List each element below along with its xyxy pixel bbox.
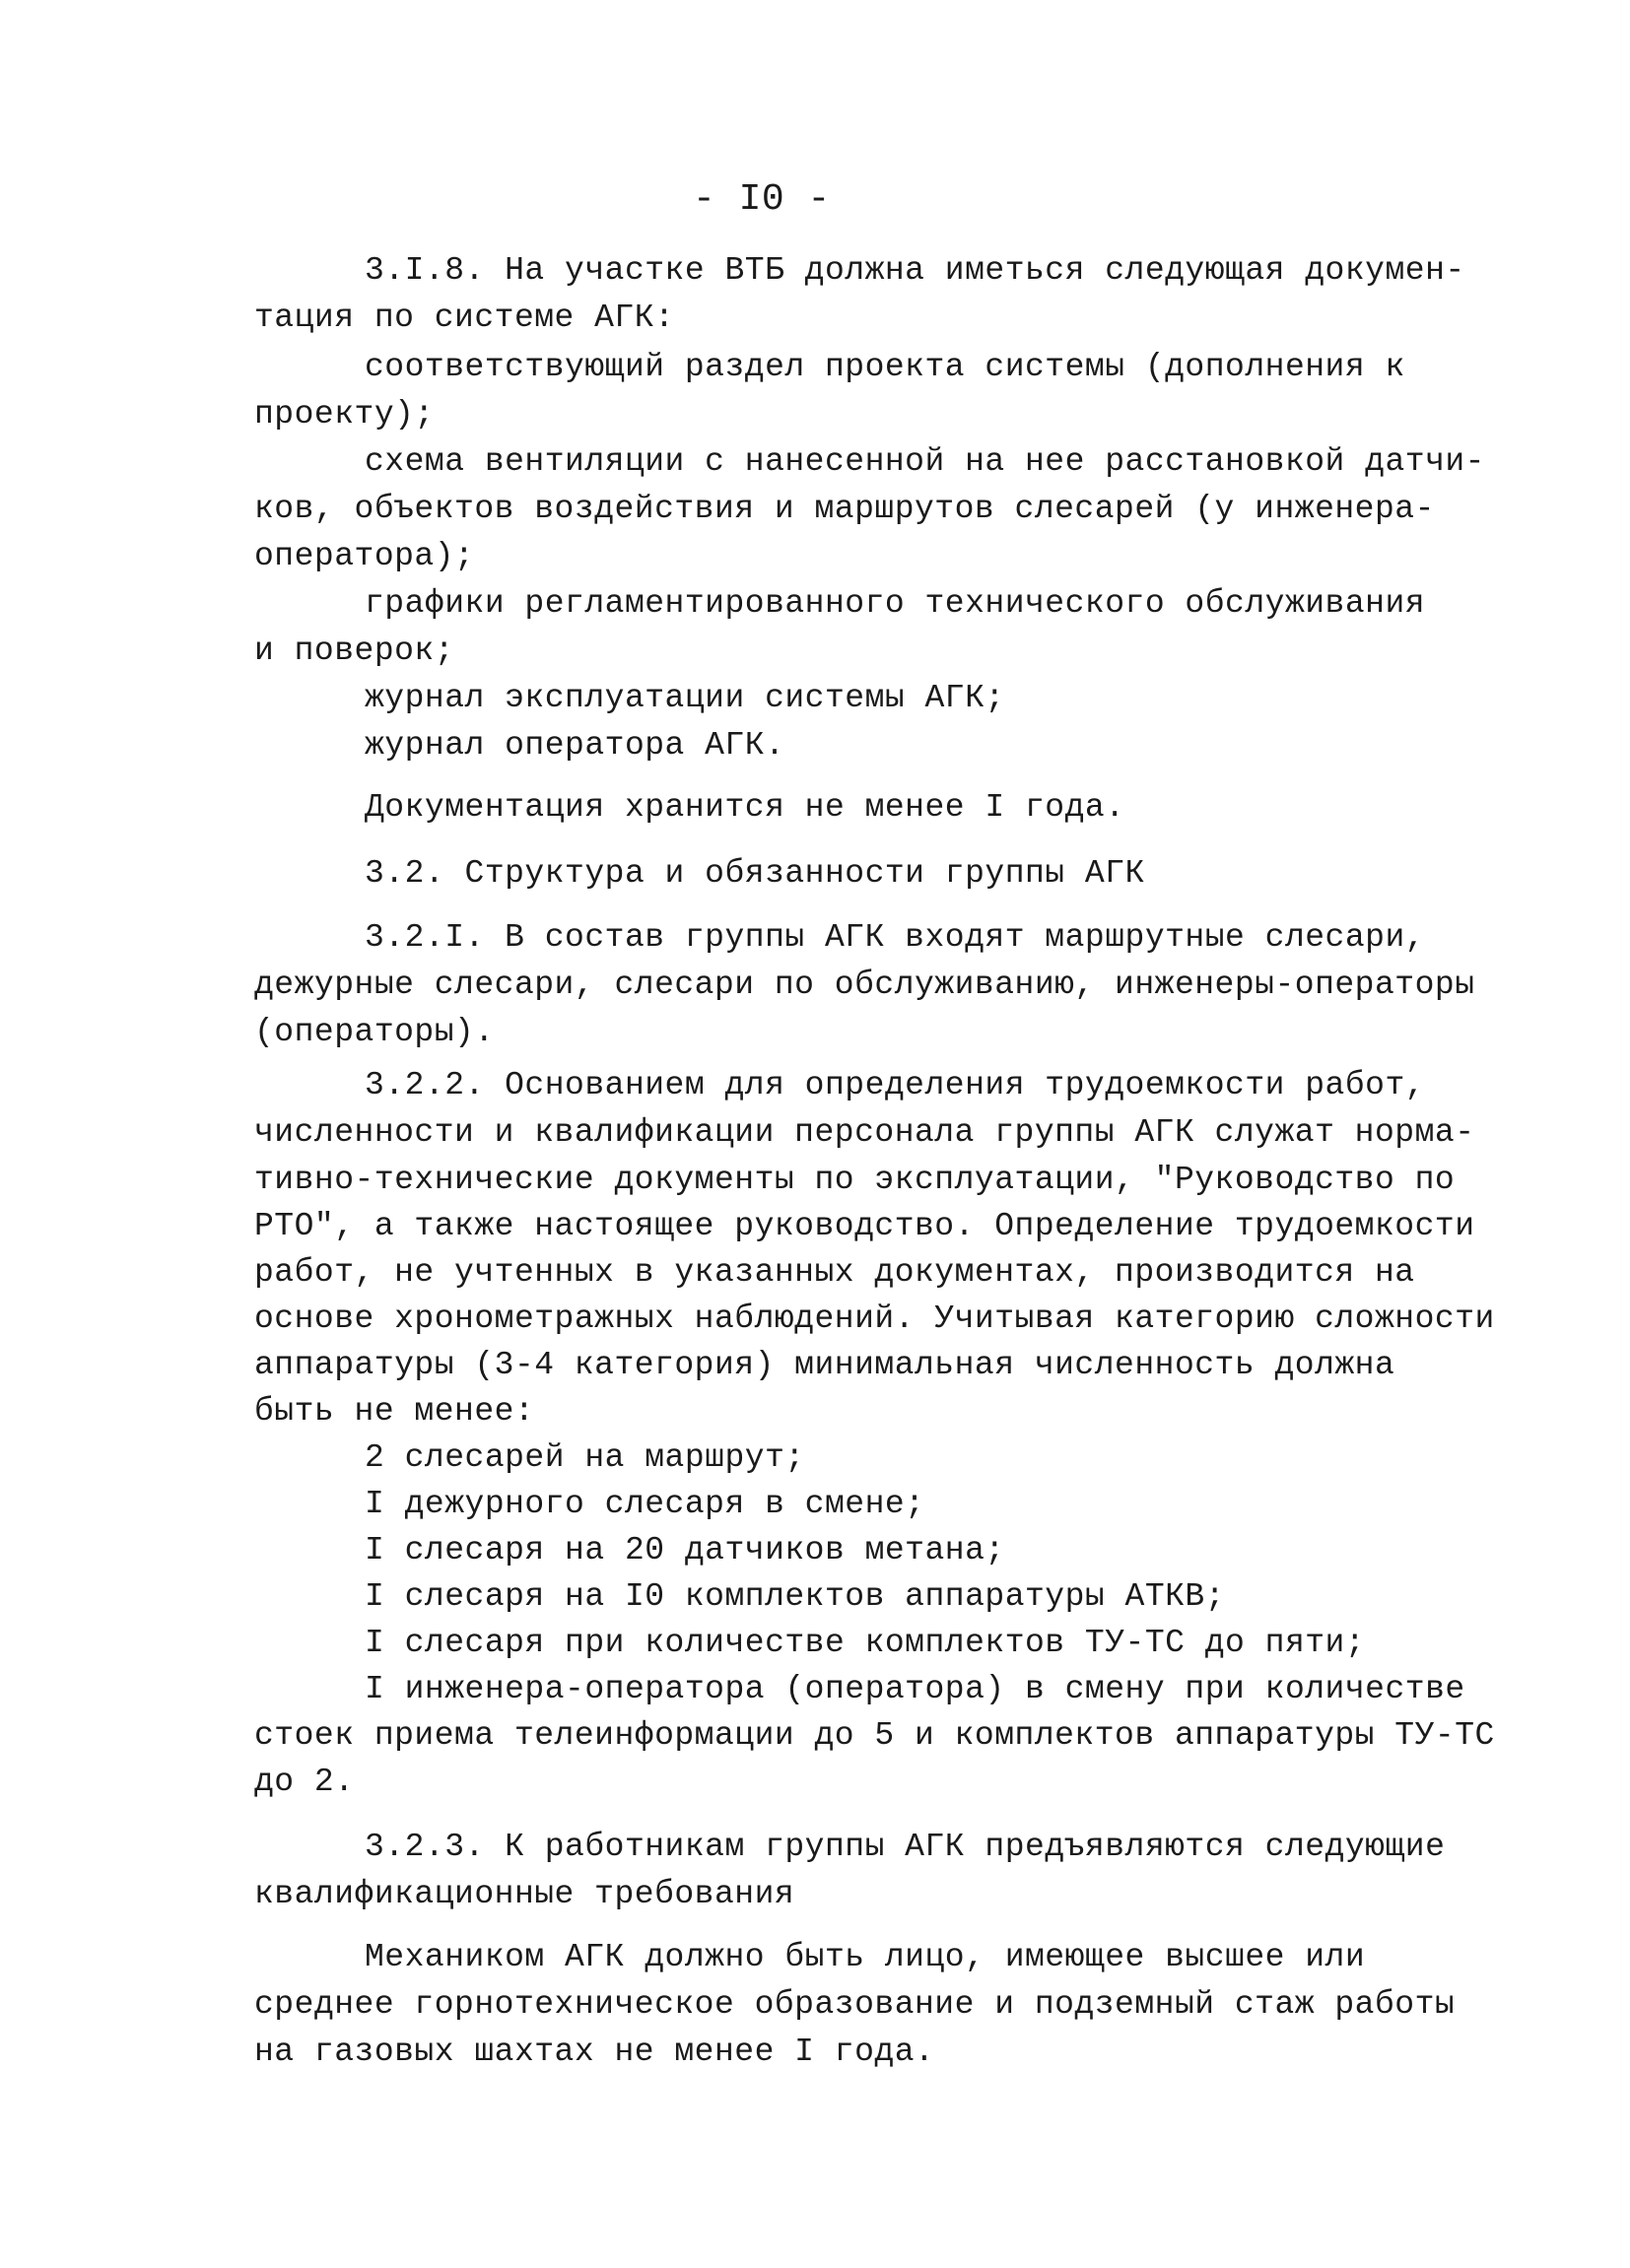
text-line: 3.2.I. В состав группы АГК входят маршрутные слесари, xyxy=(365,919,1426,956)
text-line: журнал эксплуатации системы АГК; xyxy=(365,680,1005,716)
text-line: численности и квалификации персонала группы АГК служат норма- xyxy=(254,1114,1475,1151)
text-line: ков, объектов воздействия и маршрутов слесарей (у инженера- xyxy=(254,491,1435,527)
list-item: I дежурного слесаря в смене; xyxy=(365,1486,925,1522)
text-line: до 2. xyxy=(254,1764,355,1800)
text-line: проекту); xyxy=(254,396,435,433)
list-item: I слесаря на I0 комплектов аппаратуры АТКВ; xyxy=(365,1578,1226,1615)
text-line: (операторы). xyxy=(254,1014,495,1050)
text-line: работ, не учтенных в указанных документах, производится на xyxy=(254,1254,1415,1291)
text-line: и поверок; xyxy=(254,633,455,669)
text-line: Механиком АГК должно быть лицо, имеющее высшее или xyxy=(365,1939,1366,1975)
list-item: I инженера-оператора (оператора) в смену при количестве xyxy=(365,1671,1465,1707)
text-line: основе хронометражных наблюдений. Учитывая категорию сложности xyxy=(254,1301,1495,1337)
text-line: 3.I.8. На участке ВТБ должна иметься следующая докумен- xyxy=(365,252,1465,289)
text-line: среднее горнотехническое образование и подземный стаж работы xyxy=(254,1986,1456,2023)
text-line: оператора); xyxy=(254,538,475,574)
text-line: на газовых шахтах не менее I года. xyxy=(254,2034,935,2070)
text-line: Документация хранится не менее I года. xyxy=(365,789,1125,826)
text-line: дежурные слесари, слесари по обслуживанию, инженеры-операторы xyxy=(254,967,1475,1003)
text-line: квалификационные требования xyxy=(254,1876,795,1912)
text-line: 3.2.2. Основанием для определения трудоемкости работ, xyxy=(365,1067,1426,1103)
text-line: тивно-технические документы по эксплуатации, "Руководство по xyxy=(254,1162,1456,1198)
section-heading: 3.2. Структура и обязанности группы АГК xyxy=(365,855,1145,892)
text-line: тация по системе АГК: xyxy=(254,300,675,336)
text-line: 3.2.3. К работникам группы АГК предъявляются следующие xyxy=(365,1829,1446,1865)
list-item: 2 слесарей на маршрут; xyxy=(365,1439,805,1476)
list-item: I слесаря при количестве комплектов ТУ-ТС до пяти; xyxy=(365,1625,1366,1661)
page-number: - I0 - xyxy=(693,178,831,221)
text-line: РТО", а также настоящее руководство. Определение трудоемкости xyxy=(254,1208,1475,1244)
text-line: быть не менее: xyxy=(254,1393,535,1430)
text-line: стоек приема телеинформации до 5 и комплектов аппаратуры ТУ-ТС xyxy=(254,1717,1495,1754)
text-line: аппаратуры (3-4 категория) минимальная численность должна xyxy=(254,1347,1395,1383)
text-line: соответствующий раздел проекта системы (дополнения к xyxy=(365,349,1405,385)
list-item: I слесаря на 20 датчиков метана; xyxy=(365,1532,1005,1568)
text-line: схема вентиляции с нанесенной на нее расстановкой датчи- xyxy=(365,443,1485,480)
text-line: журнал оператора АГК. xyxy=(365,727,785,764)
text-line: графики регламентированного технического обслуживания xyxy=(365,585,1426,622)
